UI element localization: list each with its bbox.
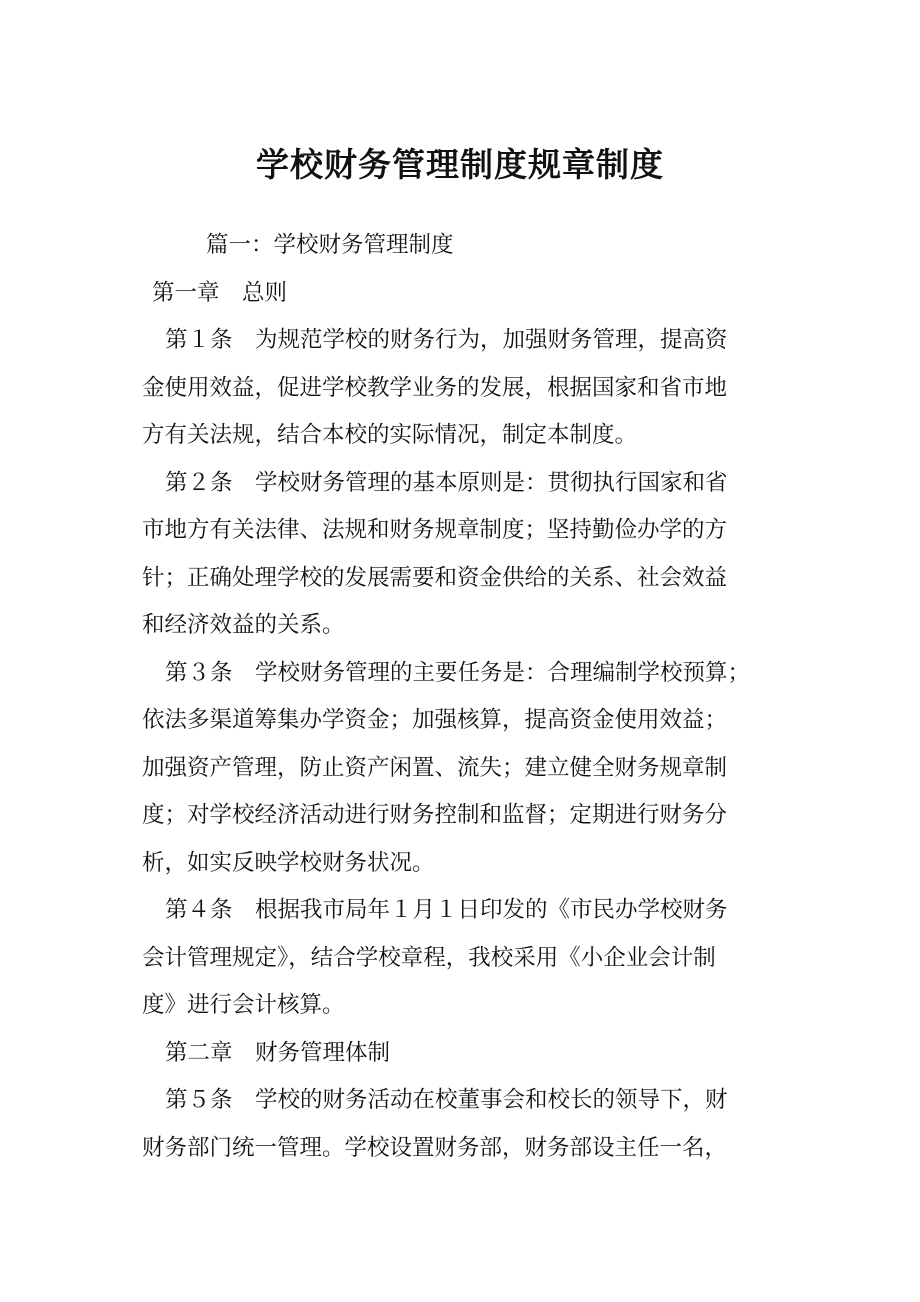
paragraph-line: 方有关法规，结合本校的实际情况，制定本制度。 (142, 422, 638, 448)
chapter-heading-2: 第二章 财务管理体制 (165, 1039, 391, 1066)
paragraph-line: 度》进行会计核算。 (142, 992, 345, 1018)
document-body (142, 222, 782, 1172)
chapter-heading-1: 第一章 总则 (152, 279, 288, 306)
paragraph-line: 依法多渠道筹集办学资金；加强核算，提高资金使用效益； (142, 707, 728, 733)
document-title: 学校财务管理制度规章制度 (256, 145, 664, 184)
paragraph-line: 第５条 学校的财务活动在校董事会和校长的领导下，财 (165, 1087, 728, 1113)
paragraph-line: 度；对学校经济活动进行财务控制和监督；定期进行财务分 (142, 802, 728, 828)
paragraph-line: 第１条 为规范学校的财务行为，加强财务管理，提高资 (165, 327, 728, 353)
article-1 (142, 317, 782, 460)
document-subtitle: 篇一：学校财务管理制度 (206, 232, 454, 258)
paragraph-line: 第２条 学校财务管理的基本原则是：贯彻执行国家和省 (165, 469, 728, 496)
paragraph-line: 市地方有关法律、法规和财务规章制度；坚持勤俭办学的方 (142, 517, 728, 543)
article-5 (142, 1077, 782, 1172)
paragraph-line: 会计管理规定》，结合学校章程，我校采用《小企业会计制 (142, 944, 716, 971)
paragraph-line: 针；正确处理学校的发展需要和资金供给的关系、社会效益 (142, 564, 728, 591)
paragraph-line: 加强资产管理，防止资产闲置、流失；建立健全财务规章制 (142, 754, 728, 781)
paragraph-line: 金使用效益，促进学校教学业务的发展，根据国家和省市地 (142, 374, 728, 401)
article-4 (142, 887, 782, 1030)
paragraph-line: 和经济效益的关系。 (142, 612, 345, 638)
article-2 (142, 460, 782, 650)
paragraph-line: 第３条 学校财务管理的主要任务是：合理编制学校预算； (165, 659, 751, 686)
paragraph-line: 第４条 根据我市局年１月１日印发的《市民办学校财务 (165, 897, 728, 923)
article-3 (142, 650, 782, 888)
paragraph-line: 财务部门统一管理。学校设置财务部，财务部设主任一名， (142, 1134, 728, 1161)
paragraph-line: 析，如实反映学校财务状况。 (142, 849, 435, 876)
